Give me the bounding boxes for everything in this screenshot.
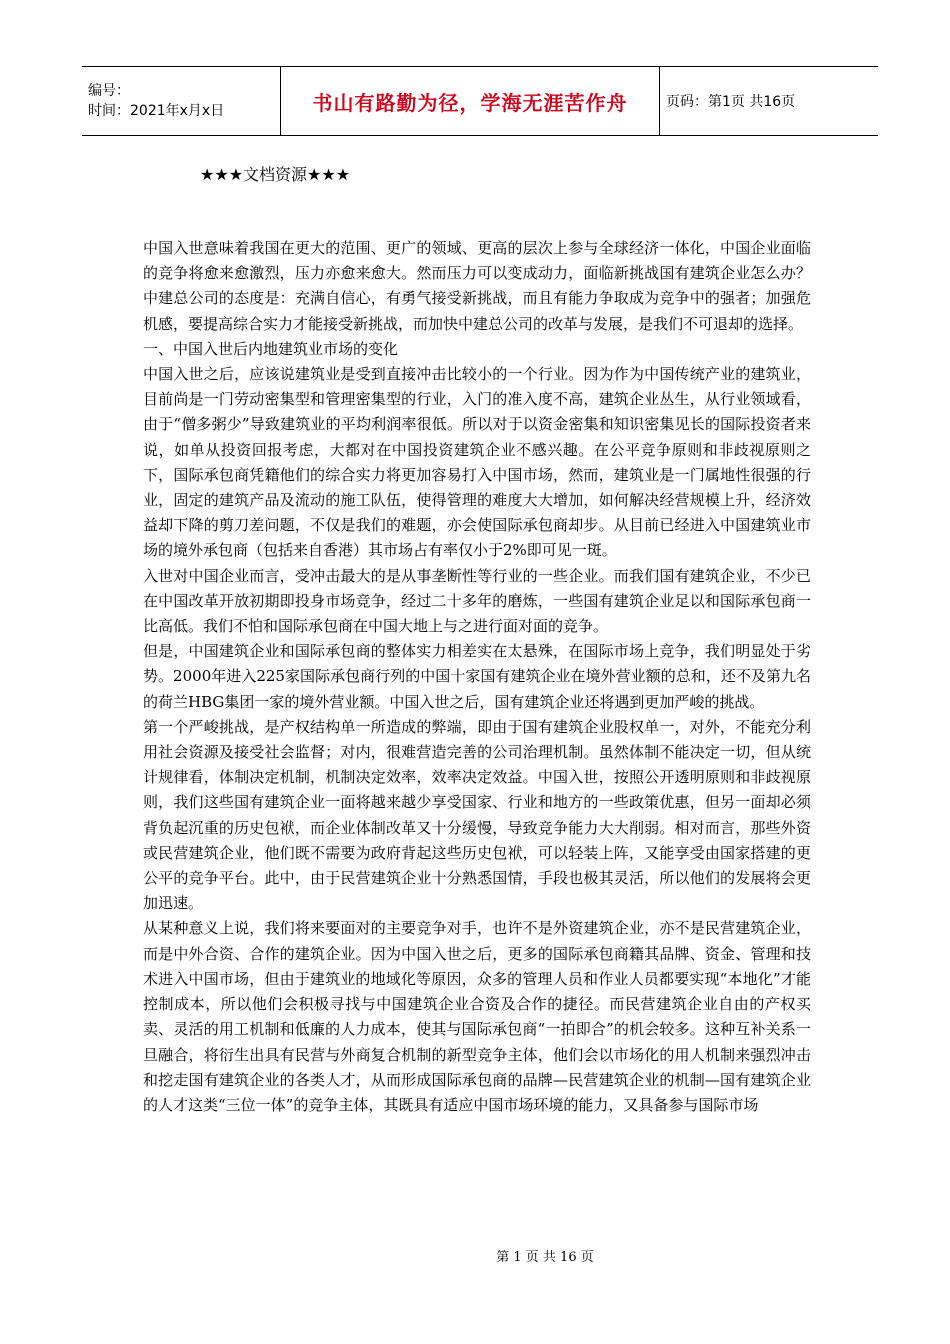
paragraph: 从某种意义上说，我们将来要面对的主要竞争对手，也许不是外资建筑企业，亦不是民营建筑企业，而是中外合资、合作的建筑企业。因为中国入世之后，更多的国际承包商籍其品牌、资金、管理和技术进入中国市场，但由于建筑业的地域化等原因，众多的管理人员和作业人员都要实现“本地化”才能控制成本，所以他们会积极寻找与中国建筑企业合资及合作的捷径。而民营建筑企业自由的产权买卖、灵活的用工机制和低廉的人力成本，使其与国际承包商“一拍即合”的机会较多。这种互补关系一旦融合，将衍生出具有民营与外商复合机制的新型竞争主体，他们会以市场化的用人机制来强烈冲击和挖走国有建筑企业的各类人才，从而形成国际承包商的品牌—民营建筑企业的机制—国有建筑企业的人才这类“三位一体”的竞争主体，其既具有适应中国市场环境的能力，又具备参与国际市场	[143, 919, 811, 1114]
paragraph: 第一个严峻挑战，是产权结构单一所造成的弊端，即由于国有建筑企业股权单一，对外，不能充分利用社会资源及接受社会监督；对内，很难营造完善的公司治理机制。虽然体制不能决定一切，但从统计规律看，体制决定机制，机制决定效率，效率决定效益。中国入世，按照公开透明原则和非歧视原则，我们这些国有建筑企业一面将越来越少享受国家、行业和地方的一些政策优惠，但另一面却必须背负起沉重的历史包袱，而企业体制改革又十分缓慢，导致竞争能力大大削弱。相对而言，那些外资或民营建筑企业，他们既不需要为政府背起这些历史包袱，可以轻装上阵，又能享受由国家搭建的更公平的竞争平台。此中，由于民营建筑企业十分熟悉国情，手段也极其灵活，所以他们的发展将会更加迅速。	[143, 717, 811, 913]
resource-title: ★★★文档资源★★★	[200, 165, 351, 184]
paragraph: 但是，中国建筑企业和国际承包商的整体实力相差实在太悬殊，在国际市场上竞争，我们明显处于劣势。2000年进入225家国际承包商行列的中国十家国有建筑企业在境外营业额的总和，还不及第九名的荷兰HBG集团一家的境外营业额。中国入世之后，国有建筑企业还将遇到更加严峻的挑战。	[143, 642, 811, 711]
paragraph: 入世对中国企业而言，受冲击最大的是从事垄断性等行业的一些企业。而我们国有建筑企业，不少已在中国改革开放初期即投身市场竞争，经过二十多年的磨炼，一些国有建筑企业足以和国际承包商一比高低。我们不怕和国际承包商在中国大地上与之进行面对面的竞争。	[143, 566, 811, 636]
page-info: 页码：第1页 共16页	[666, 94, 796, 110]
header-page-cell	[660, 67, 879, 136]
header-table	[82, 66, 878, 136]
header-left-cell	[82, 67, 281, 136]
header-motto-cell	[281, 67, 660, 136]
body-content	[143, 236, 811, 1118]
serial-label: 编号：	[88, 83, 130, 99]
paragraph: 中国入世意味着我国在更大的范围、更广的领域、更高的层次上参与全球经济一体化，中国企业面临的竞争将愈来愈激烈，压力亦愈来愈大。然而压力可以变成动力，面临新挑战国有建筑企业怎么办？中建总公司的态度是：充满自信心，有勇气接受新挑战，而且有能力争取成为竞争中的强者；加强危机感，要提高综合实力才能接受新挑战，而加快中建总公司的改革与发展，是我们不可退却的选择。	[143, 239, 811, 333]
motto-text: 书山有路勤为径，学海无涯苦作舟	[312, 90, 628, 115]
page-footer: 第 1 页 共 16 页	[496, 1250, 594, 1265]
paragraph: 中国入世之后，应该说建筑业是受到直接冲击比较小的一个行业。因为作为中国传统产业的建筑业，目前尚是一门劳动密集型和管理密集型的行业，入门的准入度不高，建筑企业丛生，从行业领域看，由于“僧多粥少”导致建筑业的平均利润率很低。所以对于以资金密集和知识密集见长的国际投资者来说，如单从投资回报考虑，大都对在中国投资建筑企业不感兴趣。在公平竞争原则和非歧视原则之下，国际承包商凭籍他们的综合实力将更加容易打入中国市场，然而，建筑业是一门属地性很强的行业，固定的建筑产品及流动的施工队伍，使得管理的难度大大增加，如何解决经营规模上升，经济效益却下降的剪刀差问题，不仅是我们的难题，亦会使国际承包商却步。从目前已经进入中国建筑业市场的境外承包商（包括来自香港）其市场占有率仅小于2%即可见一斑。	[143, 365, 811, 560]
date-label: 时间：2021年x月x日	[88, 103, 225, 119]
section-heading: 一、中国入世后内地建筑业市场的变化	[143, 339, 399, 358]
